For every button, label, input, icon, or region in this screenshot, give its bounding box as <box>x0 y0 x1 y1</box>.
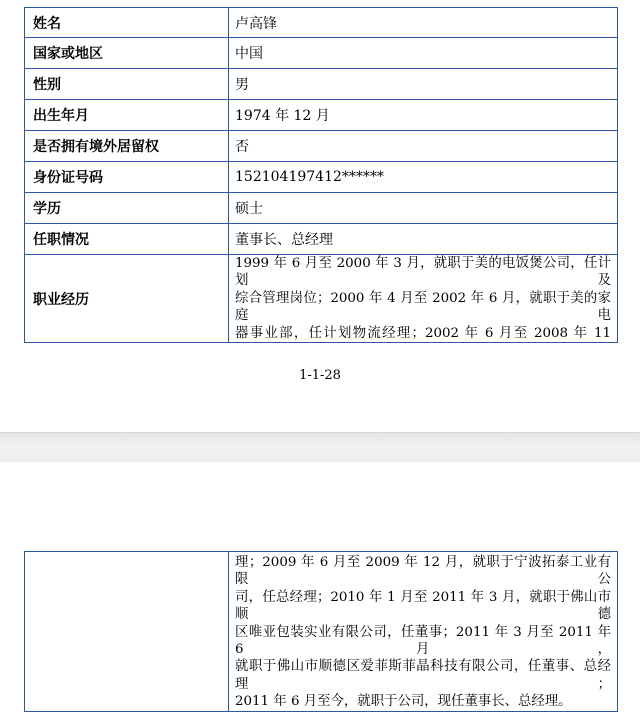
career-line: 理；2009 年 6 月至 2009 年 12 月，就职于宁波拓泰工业有限公 <box>235 555 611 588</box>
row-value: 152104197412****** <box>229 162 618 193</box>
row-value: 卢高锋 <box>229 8 618 38</box>
personal-info-table <box>24 7 618 343</box>
row-value: 否 <box>229 131 618 162</box>
career-line: 就职于佛山市顺德区爱菲斯菲晶科技有限公司，任董事、总经理； <box>235 659 611 692</box>
page-separator <box>0 432 640 464</box>
page-number: 1-1-28 <box>299 368 341 383</box>
table-row <box>25 38 618 69</box>
career-line: 司，任总经理；2010 年 1 月至 2011 年 3 月，就职于佛山市顺德 <box>235 589 611 623</box>
row-value: 董事长、总经理 <box>229 224 618 255</box>
table-row-career <box>25 255 618 343</box>
row-label: 国家或地区 <box>25 38 229 69</box>
table-row <box>25 224 618 255</box>
row-label: 学历 <box>25 193 229 224</box>
career-continuation-table <box>24 551 618 712</box>
career-text-continued <box>229 552 618 712</box>
table-row <box>25 69 618 100</box>
table-row <box>25 162 618 193</box>
career-line: 2011 年 6 月至今，就职于公司，现任董事长、总经理。 <box>235 694 572 710</box>
career-label-empty <box>25 552 229 712</box>
row-label: 性别 <box>25 69 229 100</box>
row-label: 身份证号码 <box>25 162 229 193</box>
career-text <box>229 255 618 343</box>
row-value: 中国 <box>229 38 618 69</box>
row-label: 姓名 <box>25 8 229 38</box>
row-value: 男 <box>229 69 618 100</box>
career-line: 器事业部，任计划物流经理；2002 年 6 月至 2008 年 11 <box>235 325 611 341</box>
row-value: 硕士 <box>229 193 618 224</box>
table-row <box>25 131 618 162</box>
table-row <box>25 100 618 131</box>
table-row-career-continued <box>25 552 618 712</box>
career-label: 职业经历 <box>25 255 229 343</box>
row-label: 出生年月 <box>25 100 229 131</box>
row-value: 1974 年 12 月 <box>229 100 618 131</box>
career-line: 区唯亚包装实业有限公司，任董事；2011 年 3 月至 2011 年 6 月， <box>235 624 611 658</box>
table-row <box>25 8 618 38</box>
row-label: 是否拥有境外居留权 <box>25 131 229 162</box>
career-line: 综合管理岗位；2000 年 4 月至 2002 年 6 月，就职于美的家庭电 <box>235 290 611 324</box>
document-page-bottom <box>0 462 640 710</box>
career-line: 1999 年 6 月至 2000 年 3 月，就职于美的电饭煲公司，任计划及 <box>235 256 611 289</box>
row-label: 任职情况 <box>25 224 229 255</box>
table-row <box>25 193 618 224</box>
